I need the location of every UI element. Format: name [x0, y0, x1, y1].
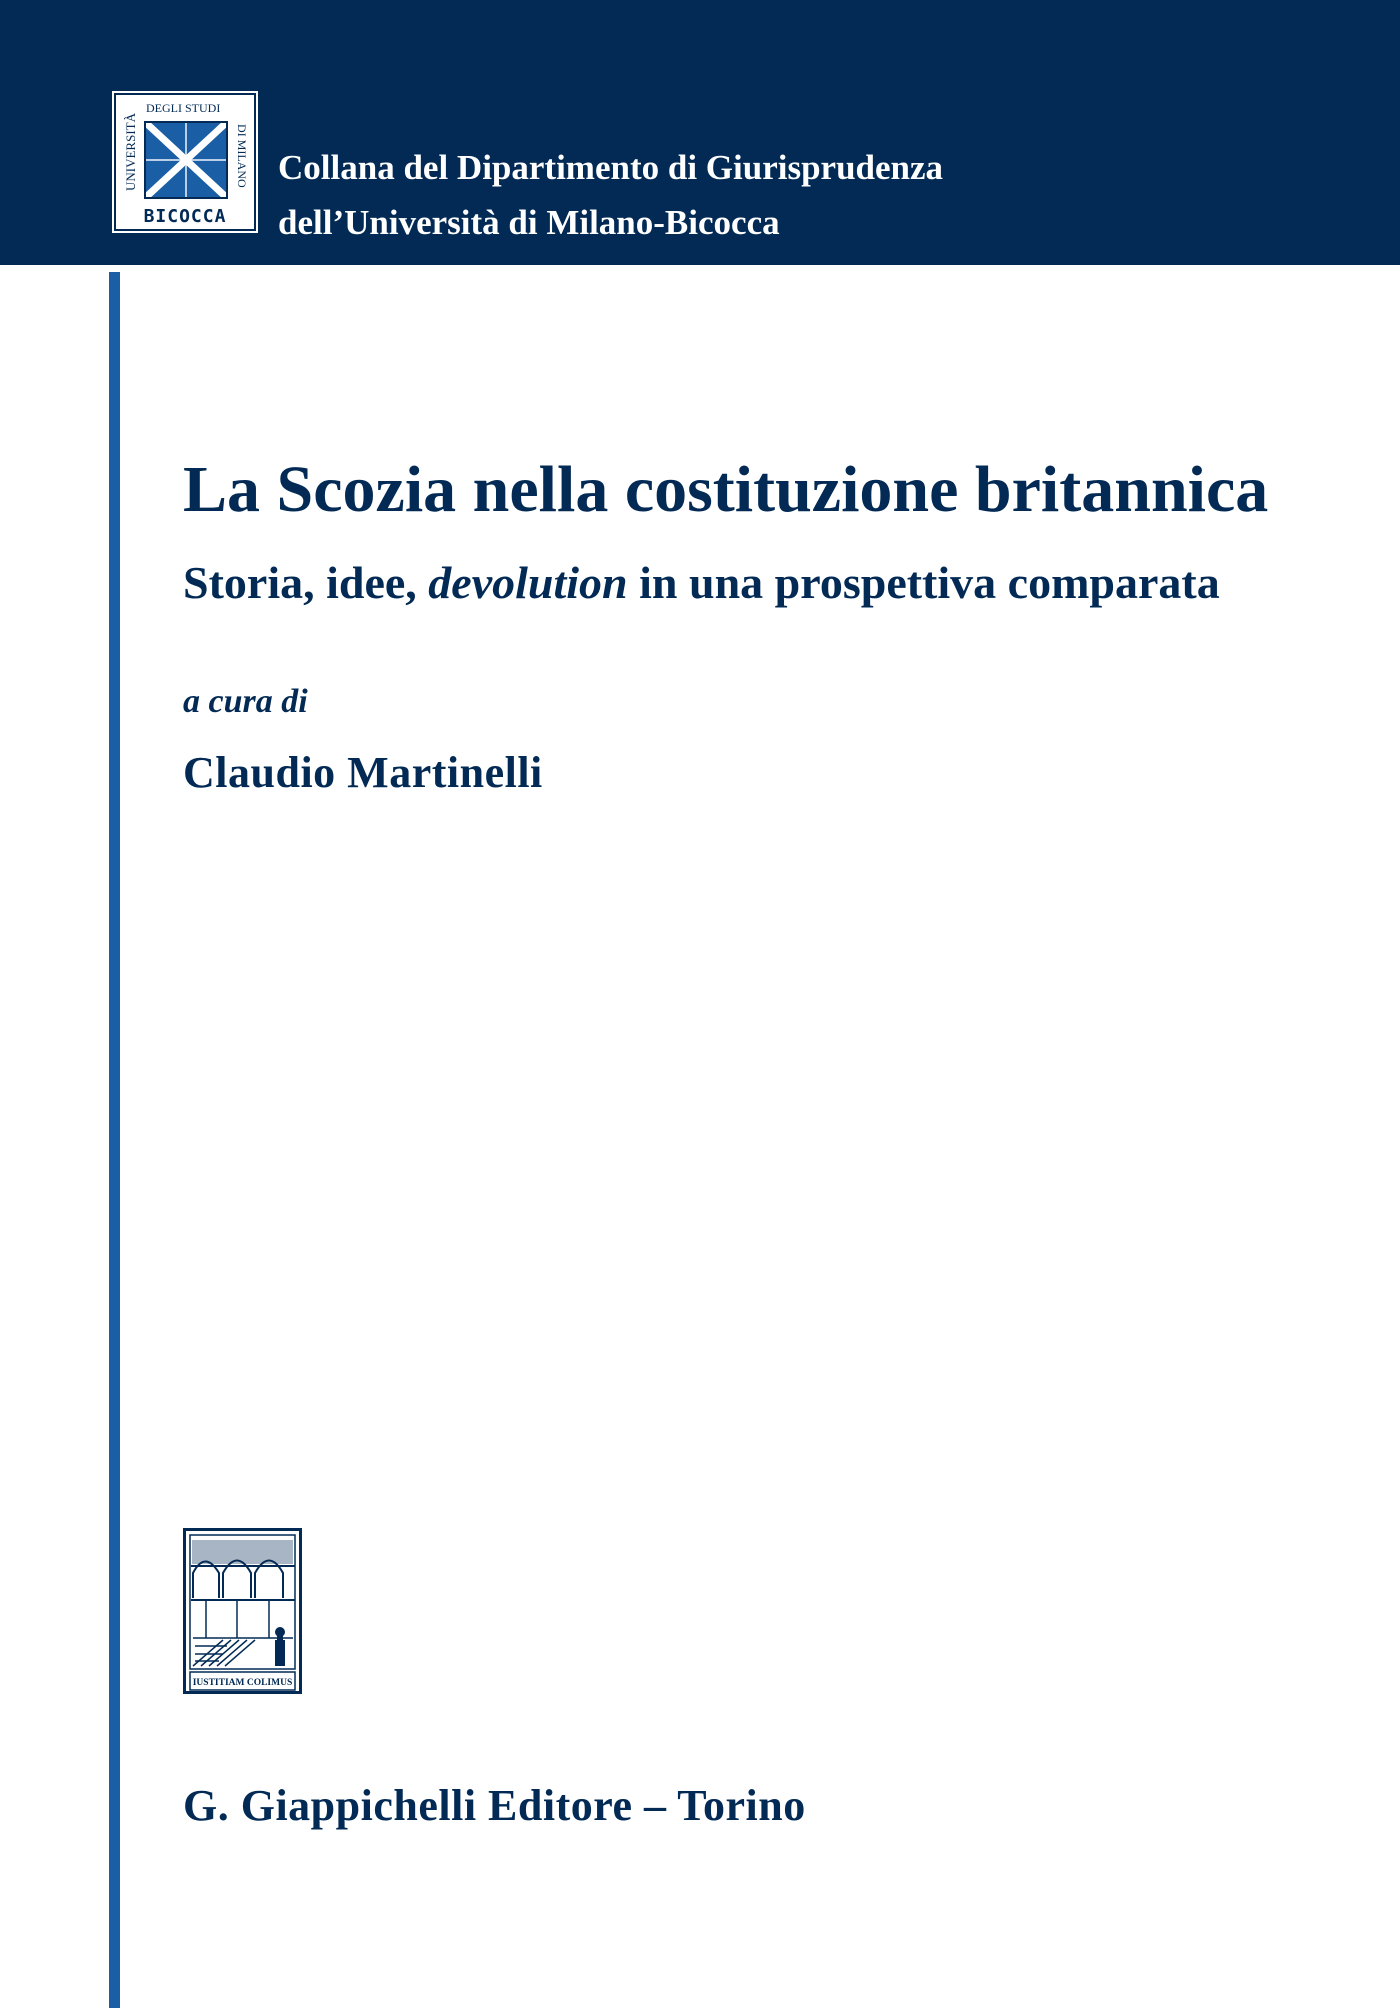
subtitle-italic-term: devolution — [428, 557, 628, 608]
logo-text-bicocca: BICOCCA — [143, 206, 227, 227]
subtitle-part-1: Storia, idee, — [183, 557, 429, 608]
logo-text-degli-studi: DEGLI STUDI — [146, 101, 221, 115]
series-line-1: Collana del Dipartimento di Giurisprudenza — [278, 148, 944, 187]
publisher-emblem-icon — [183, 1528, 302, 1694]
book-title: La Scozia nella costituzione britannica — [183, 453, 1269, 526]
side-rule — [109, 272, 120, 2008]
university-logo-icon — [112, 91, 258, 233]
header-band — [0, 0, 1400, 265]
series-line-2: dell’Università di Milano-Bicocca — [278, 203, 780, 242]
subtitle-part-2: in una prospettiva comparata — [627, 557, 1220, 608]
editor-name: Claudio Martinelli — [183, 748, 543, 797]
logo-text-di-milano: DI MILANO — [235, 124, 249, 188]
emblem-statue — [275, 1627, 285, 1666]
emblem-motto: IUSTITIAM COLIMUS — [192, 1678, 293, 1688]
series-name — [278, 140, 943, 250]
book-subtitle — [183, 553, 1220, 613]
publisher-name: G. Giappichelli Editore – Torino — [183, 1781, 806, 1830]
edited-by-label: a cura di — [183, 683, 308, 720]
logo-text-universita: UNIVERSITÀ — [123, 113, 138, 191]
logo-emblem — [145, 122, 227, 198]
